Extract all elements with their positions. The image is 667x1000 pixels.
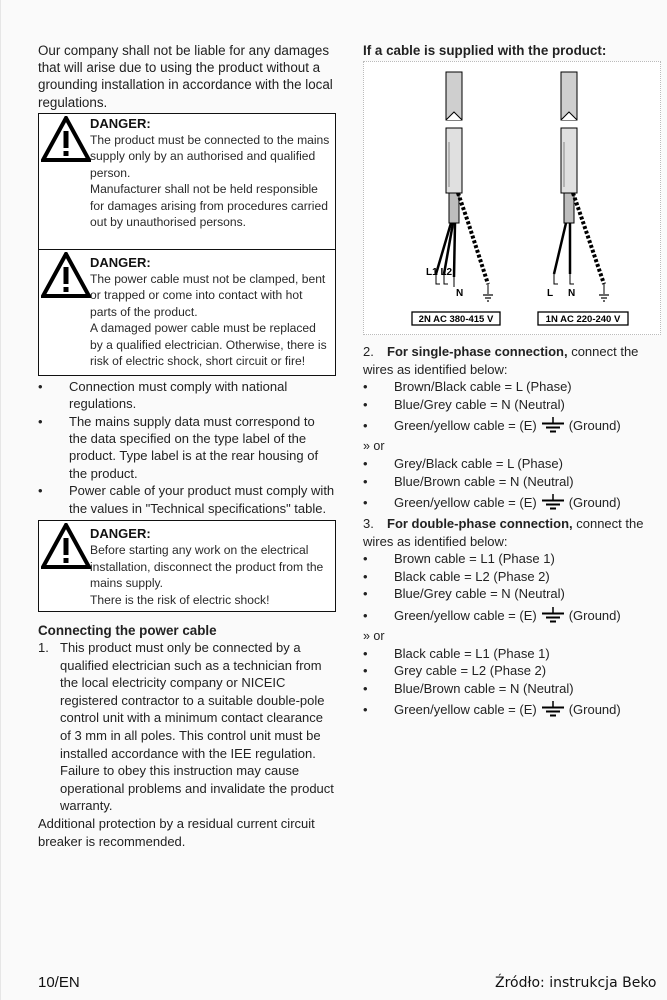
danger-title: DANGER: [90,254,151,270]
ground-suffix: (Ground) [568,702,621,717]
ground-icon [541,417,565,433]
step-title: For double-phase connection, [387,516,573,531]
ground-icon [541,494,565,510]
danger-text: The power cable must not be clamped, bent or trapped or come into contact with hot parts of the product. [90,271,326,319]
wire-label-n: N [456,288,464,299]
wire-item: • Blue/Brown cable = N (Neutral) [363,473,661,491]
ground-suffix: (Ground) [568,607,621,623]
voltage-label-220: 1N AC 220-240 V [545,314,621,325]
wire-item-ground [363,414,661,438]
wire-label-l: L [547,288,554,299]
list-item [38,639,336,815]
item-text: This product must only be connected by a qualified electrician such as a technician from the local electricity company or NICEIC registered contractor to a suitable double-pole control unit with a minimum contact clearance of 3 mm in all poles. This control unit must be installed accordance with the IEE regulation. Failure to obey this instruction may cause operational problems and invalidate the product warranty. [60,640,334,814]
list-item: • Power cable of your product must comply with the values in "Technical specifications" table. [38,482,336,517]
wire-item: • Black cable = L1 (Phase 1) [363,645,661,663]
ground-icon [541,701,565,717]
danger-text: A damaged power cable must be replaced by a qualified electrician. Otherwise, there is risk of electric shock, short circuit or fire! [90,321,327,369]
ground-icon [541,607,565,623]
step-text: connect the wires as identified below: [363,516,644,549]
danger-text: Before starting any work on the electrical installation, disconnect the product from the mains supply. [90,543,324,591]
cable-diagram-right [554,72,609,301]
ground-label: Green/yellow cable = (E) [394,607,537,623]
section-heading: If a cable is supplied with the product: [363,43,607,58]
ground-label: Green/yellow cable = (E) [394,495,537,510]
danger-text: Manufacturer shall not be held responsible for damages arising from procedures carried out by unauthorised persons. [90,182,328,230]
or-label: » or [363,628,385,643]
numbered-list [38,639,336,815]
section-heading: Connecting the power cable [38,623,217,639]
ground-suffix: (Ground) [568,495,621,510]
wire-item-ground [363,698,661,722]
item-number: 3. [363,516,374,531]
wire-item: • Black cable = L2 (Phase 2) [363,568,661,586]
danger-text: There is the risk of electric shock! [90,592,270,607]
list-item: • The mains supply data must correspond to the data specified on the type label of the product. Type label is at the rear housing of the product. [38,413,336,483]
intro-paragraph: Our company shall not be liable for any damages that will arise due to using the product without a grounding installation in accordance with the local regulations. [38,43,333,110]
wire-label-n: N [568,288,576,299]
wire-item: • Grey/Black cable = L (Phase) [363,455,661,473]
wire-item: • Brown cable = L1 (Phase 1) [363,550,661,568]
additional-protection: Additional protection by a residual current circuit breaker is recommended. [38,816,315,849]
requirements-list [38,378,336,517]
page-number: 10/EN [38,974,80,991]
wire-item: • Grey cable = L2 (Phase 2) [363,662,661,680]
danger-box-1 [38,113,336,250]
voltage-label-380: 2N AC 380-415 V [418,314,494,325]
item-number: 2. [363,344,374,359]
ground-label: Green/yellow cable = (E) [394,418,537,433]
danger-box-3 [38,520,336,612]
wire-item: • Blue/Brown cable = N (Neutral) [363,680,661,698]
danger-title: DANGER: [90,115,151,131]
wire-item: • Brown/Black cable = L (Phase) [363,378,661,396]
ground-suffix: (Ground) [568,418,621,433]
wire-item: • Blue/Grey cable = N (Neutral) [363,585,661,603]
cable-wiring-diagram [363,61,661,335]
step-title: For single-phase connection, [387,344,568,359]
single-phase-intro [363,343,661,378]
warning-triangle-icon [41,523,91,569]
or-label: » or [363,439,385,453]
wire-item-ground [363,604,661,628]
wire-item: • Blue/Grey cable = N (Neutral) [363,396,661,414]
wire-label-l1l2: L1 L2 [426,267,453,278]
list-item: • Connection must comply with national regulations. [38,378,336,413]
left-column [38,42,336,850]
danger-title: DANGER: [90,526,151,542]
ground-label: Green/yellow cable = (E) [394,702,537,717]
step-text: connect the wires as identified below: [363,344,639,377]
item-number: 1. [38,640,49,656]
source-credit: Źródło: instrukcja Beko [495,975,657,991]
danger-box-2 [38,250,336,376]
warning-triangle-icon [41,252,91,298]
danger-text: The product must be connected to the mains supply only by an authorised and qualified person. [90,132,330,180]
wire-item-ground [363,491,661,515]
double-phase-intro [363,515,661,550]
right-column [363,42,661,722]
warning-triangle-icon [41,116,91,162]
